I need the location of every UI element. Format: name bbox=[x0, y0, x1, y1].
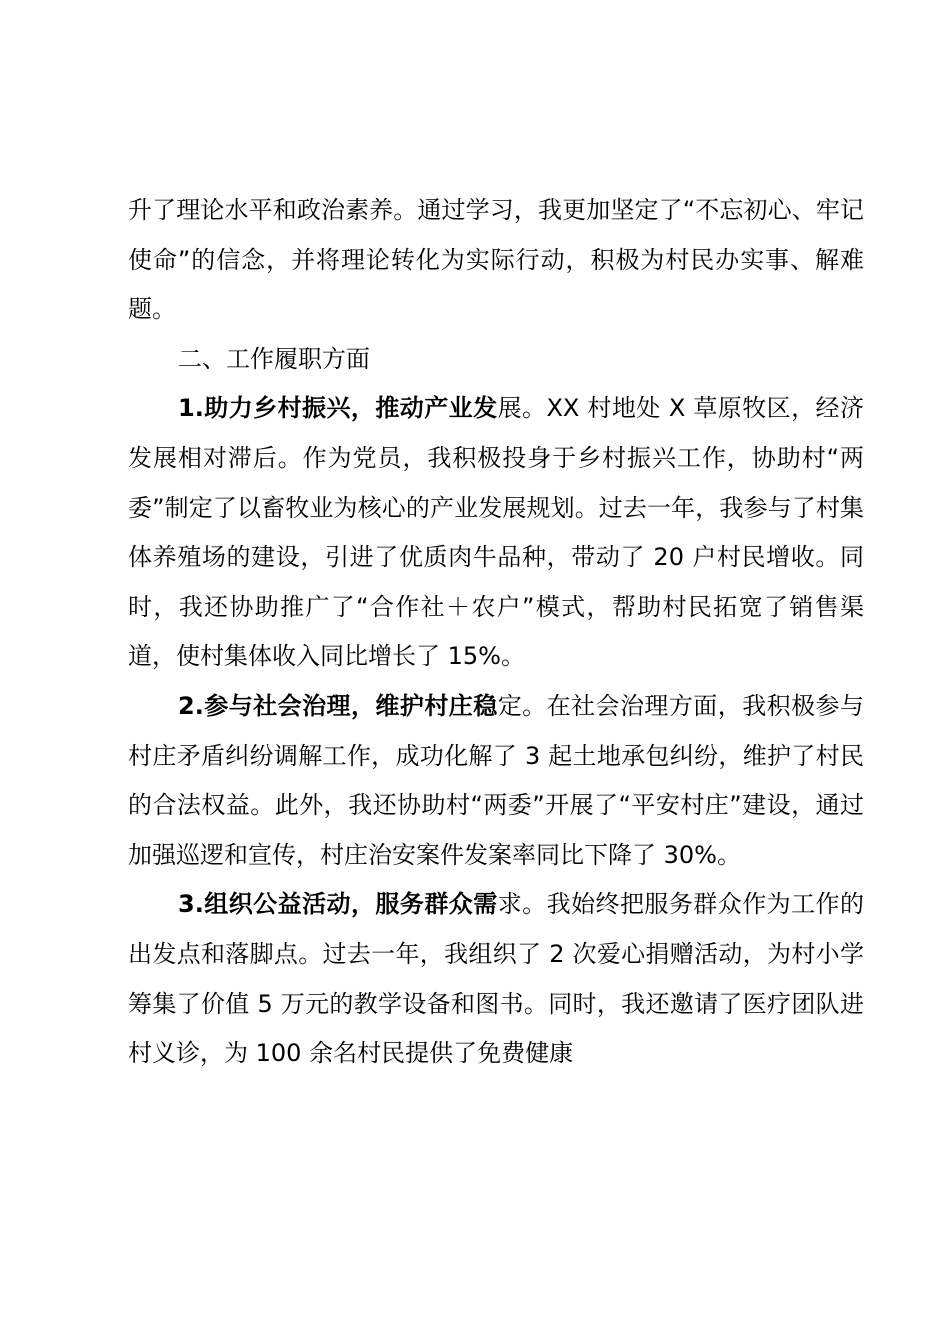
paragraph-rural-revitalization bbox=[128, 384, 864, 682]
paragraph-lead: 3.组织公益活动，服务群众需 bbox=[178, 890, 498, 919]
paragraph-text: 求。我始终把服务群众作为工作的出发点和落脚点。过去一年，我组织了 2 次爱心捐赠活动，为村小学筹集了价值 5 万元的教学设备和图书。同时，我还邀请了医疗团队进村义诊，为 100 余名村民提供了免费健康 bbox=[128, 890, 864, 1068]
section-heading-text: 二、工作履职方面 bbox=[178, 344, 370, 373]
paragraph-text: 展。XX 村地处 X 草原牧区，经济发展相对滞后。作为党员，我积极投身于乡村振兴工作，协助村“两委”制定了以畜牧业为核心的产业发展规划。过去一年，我参与了村集体养殖场的建设，引进了优质肉牛品种，带动了 20 户村民增收。同时，我还协助推广了“合作社＋农户”模式，帮助村民拓宽了销售渠道，使村集体收入同比增长了 15%。 bbox=[128, 394, 864, 671]
paragraph-public-welfare bbox=[128, 880, 864, 1078]
section-heading bbox=[128, 335, 864, 385]
paragraph-continuation bbox=[128, 186, 864, 335]
document-body bbox=[128, 186, 864, 1079]
paragraph-text: 升了理论水平和政治素养。通过学习，我更加坚定了“不忘初心、牢记使命”的信念，并将理论转化为实际行动，积极为村民办实事、解难题。 bbox=[128, 196, 864, 324]
paragraph-social-governance bbox=[128, 682, 864, 880]
paragraph-lead: 2.参与社会治理，维护村庄稳 bbox=[178, 691, 498, 720]
paragraph-text: 定。在社会治理方面，我积极参与村庄矛盾纠纷调解工作，成功化解了 3 起土地承包纠纷，维护了村民的合法权益。此外，我还协助村“两委”开展了“平安村庄”建设，通过加强巡逻和宣传，村庄治安案件发案率同比下降了 30%。 bbox=[128, 691, 864, 869]
paragraph-lead: 1.助力乡村振兴，推动产业发 bbox=[178, 394, 498, 423]
